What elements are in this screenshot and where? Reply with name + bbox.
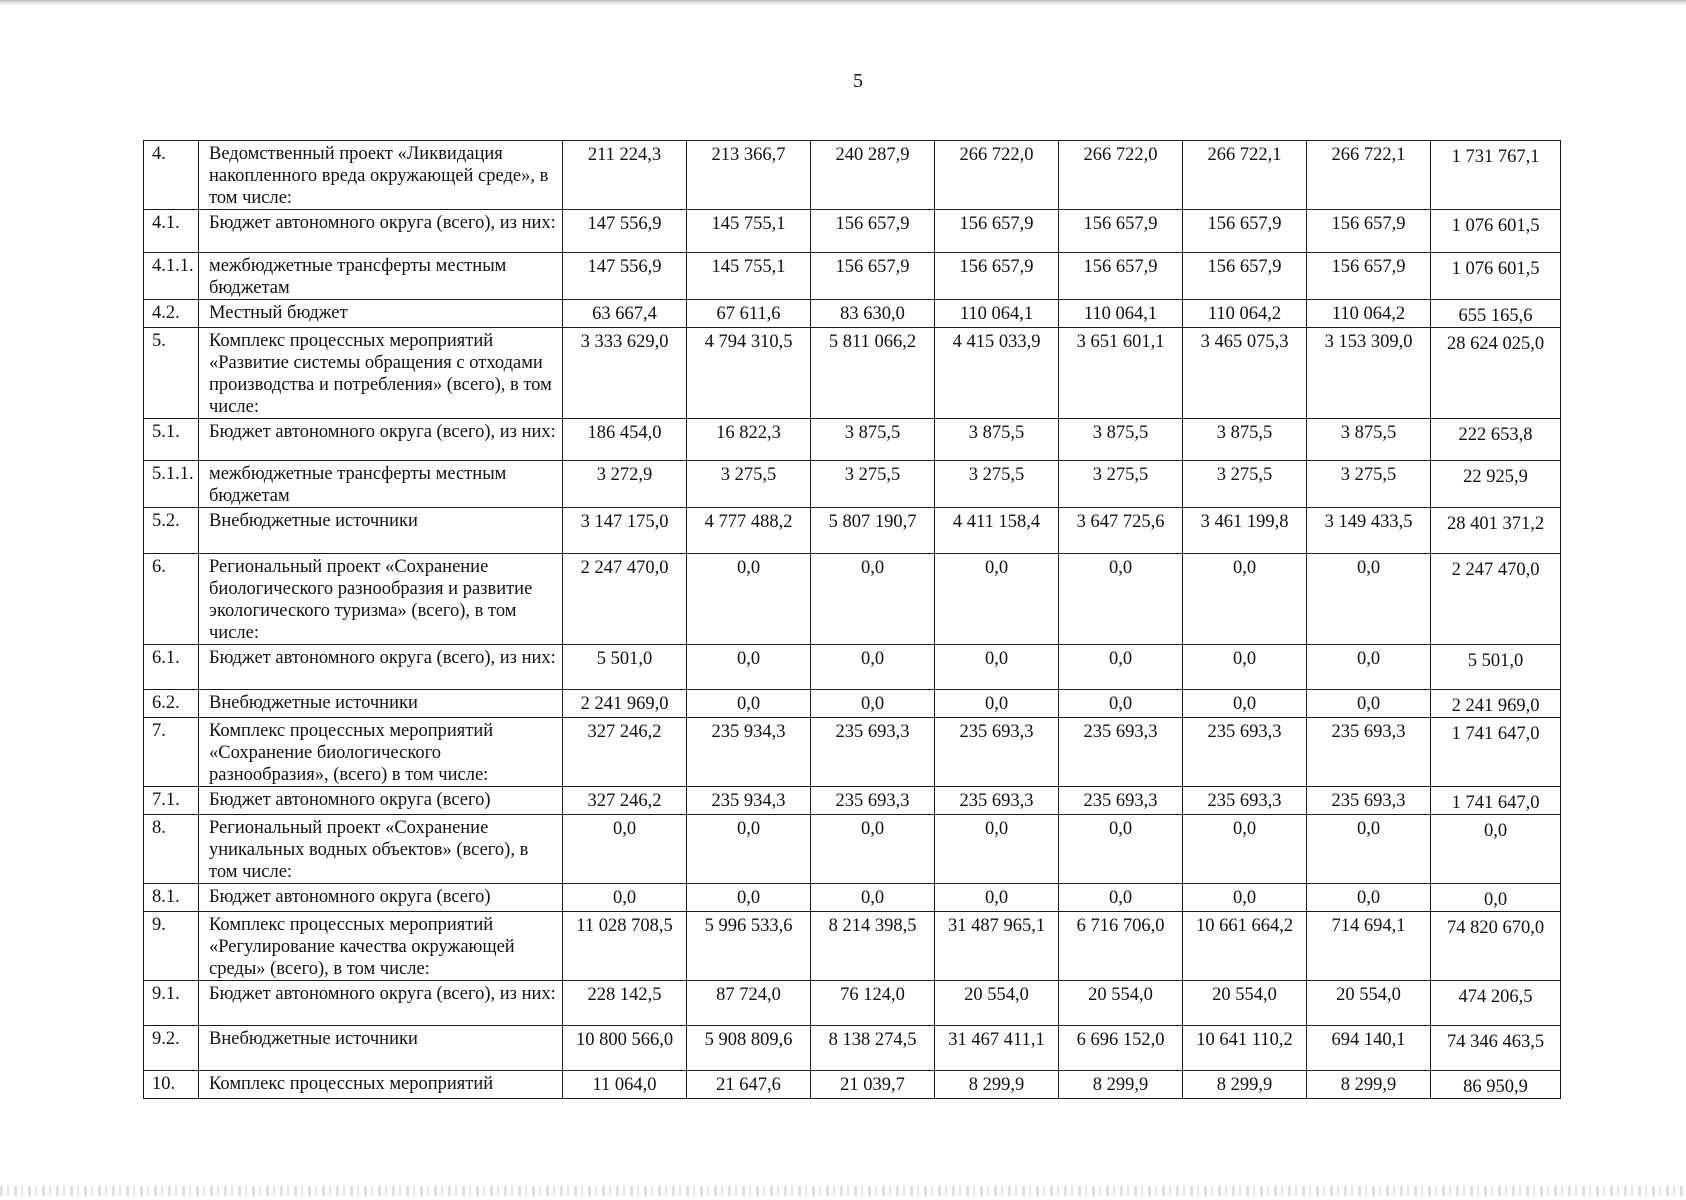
value-cell: 21 647,6: [687, 1071, 811, 1099]
value-cell: 31 487 965,1: [935, 912, 1059, 981]
value-cell: 0,0: [1059, 554, 1183, 645]
table-row: [144, 141, 1561, 210]
value-cell: 3 875,5: [1059, 419, 1183, 461]
table-row: [144, 461, 1561, 508]
value-cell: 3 875,5: [1307, 419, 1431, 461]
value-cell: 235 934,3: [687, 787, 811, 815]
value-cell: 16 822,3: [687, 419, 811, 461]
total-cell: 1 076 601,5: [1431, 210, 1561, 253]
total-cell: 28 401 371,2: [1431, 508, 1561, 554]
value-cell: 266 722,0: [935, 141, 1059, 210]
value-cell: 3 651 601,1: [1059, 328, 1183, 419]
row-number: 4.: [144, 141, 199, 210]
value-cell: 8 299,9: [1059, 1071, 1183, 1099]
value-cell: 31 467 411,1: [935, 1026, 1059, 1071]
total-cell: 22 925,9: [1431, 461, 1561, 508]
value-cell: 0,0: [1059, 884, 1183, 912]
value-cell: 3 275,5: [687, 461, 811, 508]
total-cell: 474 206,5: [1431, 981, 1561, 1026]
value-cell: 0,0: [687, 554, 811, 645]
value-cell: 0,0: [563, 884, 687, 912]
row-name: Внебюджетные источники: [199, 690, 563, 718]
value-cell: 0,0: [1307, 645, 1431, 690]
value-cell: 3 275,5: [1059, 461, 1183, 508]
value-cell: 0,0: [687, 815, 811, 884]
total-cell: 0,0: [1431, 884, 1561, 912]
value-cell: 3 875,5: [811, 419, 935, 461]
total-cell: 74 346 463,5: [1431, 1026, 1561, 1071]
value-cell: 20 554,0: [1183, 981, 1307, 1026]
value-cell: 76 124,0: [811, 981, 935, 1026]
value-cell: 156 657,9: [1307, 253, 1431, 300]
value-cell: 0,0: [1307, 815, 1431, 884]
row-name: Бюджет автономного округа (всего), из них:: [199, 645, 563, 690]
value-cell: 0,0: [1183, 554, 1307, 645]
value-cell: 266 722,1: [1307, 141, 1431, 210]
value-cell: 3 275,5: [1307, 461, 1431, 508]
value-cell: 110 064,1: [935, 300, 1059, 328]
value-cell: 3 272,9: [563, 461, 687, 508]
value-cell: 3 153 309,0: [1307, 328, 1431, 419]
value-cell: 211 224,3: [563, 141, 687, 210]
table-row: [144, 1026, 1561, 1071]
value-cell: 0,0: [687, 884, 811, 912]
value-cell: 10 800 566,0: [563, 1026, 687, 1071]
value-cell: 235 693,3: [811, 718, 935, 787]
value-cell: 63 667,4: [563, 300, 687, 328]
total-cell: 86 950,9: [1431, 1071, 1561, 1099]
table-row: [144, 884, 1561, 912]
table-row: [144, 419, 1561, 461]
row-name: Бюджет автономного округа (всего): [199, 787, 563, 815]
row-name: Комплекс процессных мероприятий «Сохранение биологического разнообразия», (всего) в том числе:: [199, 718, 563, 787]
value-cell: 0,0: [1059, 645, 1183, 690]
total-cell: 2 247 470,0: [1431, 554, 1561, 645]
total-cell: 1 731 767,1: [1431, 141, 1561, 210]
value-cell: 0,0: [1307, 690, 1431, 718]
value-cell: 0,0: [935, 884, 1059, 912]
value-cell: 4 415 033,9: [935, 328, 1059, 419]
row-number: 5.: [144, 328, 199, 419]
total-cell: 655 165,6: [1431, 300, 1561, 328]
table-row: [144, 645, 1561, 690]
value-cell: 694 140,1: [1307, 1026, 1431, 1071]
value-cell: 235 693,3: [1059, 718, 1183, 787]
value-cell: 156 657,9: [935, 253, 1059, 300]
value-cell: 110 064,2: [1307, 300, 1431, 328]
value-cell: 0,0: [935, 815, 1059, 884]
total-cell: 5 501,0: [1431, 645, 1561, 690]
value-cell: 147 556,9: [563, 210, 687, 253]
total-cell: 1 741 647,0: [1431, 718, 1561, 787]
value-cell: 240 287,9: [811, 141, 935, 210]
value-cell: 20 554,0: [1059, 981, 1183, 1026]
value-cell: 327 246,2: [563, 718, 687, 787]
value-cell: 0,0: [811, 884, 935, 912]
total-cell: 1 076 601,5: [1431, 253, 1561, 300]
table-row: [144, 981, 1561, 1026]
value-cell: 145 755,1: [687, 253, 811, 300]
value-cell: 714 694,1: [1307, 912, 1431, 981]
table-row: [144, 210, 1561, 253]
table-row: [144, 508, 1561, 554]
table-row: [144, 253, 1561, 300]
value-cell: 0,0: [935, 645, 1059, 690]
value-cell: 156 657,9: [935, 210, 1059, 253]
value-cell: 83 630,0: [811, 300, 935, 328]
value-cell: 10 661 664,2: [1183, 912, 1307, 981]
row-number: 7.: [144, 718, 199, 787]
value-cell: 110 064,2: [1183, 300, 1307, 328]
value-cell: 5 996 533,6: [687, 912, 811, 981]
value-cell: 20 554,0: [935, 981, 1059, 1026]
value-cell: 0,0: [1183, 645, 1307, 690]
row-name: Внебюджетные источники: [199, 508, 563, 554]
value-cell: 2 247 470,0: [563, 554, 687, 645]
value-cell: 8 299,9: [1183, 1071, 1307, 1099]
value-cell: 20 554,0: [1307, 981, 1431, 1026]
value-cell: 147 556,9: [563, 253, 687, 300]
total-cell: 222 653,8: [1431, 419, 1561, 461]
value-cell: 0,0: [811, 554, 935, 645]
value-cell: 5 811 066,2: [811, 328, 935, 419]
value-cell: 8 138 274,5: [811, 1026, 935, 1071]
value-cell: 156 657,9: [811, 253, 935, 300]
row-number: 9.: [144, 912, 199, 981]
value-cell: 156 657,9: [811, 210, 935, 253]
value-cell: 156 657,9: [1059, 253, 1183, 300]
row-number: 9.1.: [144, 981, 199, 1026]
value-cell: 235 693,3: [1183, 787, 1307, 815]
value-cell: 0,0: [1307, 884, 1431, 912]
value-cell: 11 064,0: [563, 1071, 687, 1099]
table-row: [144, 912, 1561, 981]
total-cell: 2 241 969,0: [1431, 690, 1561, 718]
row-number: 7.1.: [144, 787, 199, 815]
value-cell: 156 657,9: [1183, 210, 1307, 253]
row-number: 6.: [144, 554, 199, 645]
total-cell: 74 820 670,0: [1431, 912, 1561, 981]
value-cell: 3 461 199,8: [1183, 508, 1307, 554]
value-cell: 3 275,5: [1183, 461, 1307, 508]
table-row: [144, 554, 1561, 645]
row-number: 8.1.: [144, 884, 199, 912]
row-number: 4.2.: [144, 300, 199, 328]
value-cell: 110 064,1: [1059, 300, 1183, 328]
value-cell: 0,0: [1183, 884, 1307, 912]
value-cell: 266 722,1: [1183, 141, 1307, 210]
page-number: 5: [853, 70, 863, 92]
table-row: [144, 787, 1561, 815]
row-number: 8.: [144, 815, 199, 884]
value-cell: 0,0: [687, 645, 811, 690]
value-cell: 0,0: [1059, 690, 1183, 718]
value-cell: 67 611,6: [687, 300, 811, 328]
value-cell: 0,0: [1307, 554, 1431, 645]
value-cell: 0,0: [811, 815, 935, 884]
row-name: Внебюджетные источники: [199, 1026, 563, 1071]
value-cell: 8 299,9: [935, 1071, 1059, 1099]
value-cell: 5 807 190,7: [811, 508, 935, 554]
value-cell: 3 875,5: [935, 419, 1059, 461]
value-cell: 235 693,3: [935, 787, 1059, 815]
value-cell: 186 454,0: [563, 419, 687, 461]
value-cell: 235 693,3: [1307, 787, 1431, 815]
row-name: межбюджетные трансферты местным бюджетам: [199, 253, 563, 300]
value-cell: 2 241 969,0: [563, 690, 687, 718]
value-cell: 235 693,3: [1183, 718, 1307, 787]
row-number: 4.1.1.: [144, 253, 199, 300]
value-cell: 8 299,9: [1307, 1071, 1431, 1099]
value-cell: 3 465 075,3: [1183, 328, 1307, 419]
row-number: 10.: [144, 1071, 199, 1099]
value-cell: 235 693,3: [1307, 718, 1431, 787]
value-cell: 5 908 809,6: [687, 1026, 811, 1071]
row-name: Региональный проект «Сохранение биологического разнообразия и развитие экологического туризма» (всего), в том числе:: [199, 554, 563, 645]
table-row: [144, 690, 1561, 718]
table-row: [144, 300, 1561, 328]
row-name: межбюджетные трансферты местным бюджетам: [199, 461, 563, 508]
value-cell: 0,0: [811, 645, 935, 690]
value-cell: 4 794 310,5: [687, 328, 811, 419]
value-cell: 3 647 725,6: [1059, 508, 1183, 554]
total-cell: 0,0: [1431, 815, 1561, 884]
row-name: Местный бюджет: [199, 300, 563, 328]
row-name: Бюджет автономного округа (всего), из них:: [199, 419, 563, 461]
value-cell: 0,0: [1059, 815, 1183, 884]
value-cell: 0,0: [687, 690, 811, 718]
value-cell: 3 149 433,5: [1307, 508, 1431, 554]
value-cell: 235 693,3: [935, 718, 1059, 787]
table-row: [144, 815, 1561, 884]
value-cell: 3 875,5: [1183, 419, 1307, 461]
value-cell: 235 934,3: [687, 718, 811, 787]
table-row: [144, 1071, 1561, 1099]
value-cell: 10 641 110,2: [1183, 1026, 1307, 1071]
row-name: Бюджет автономного округа (всего), из них:: [199, 981, 563, 1026]
value-cell: 8 214 398,5: [811, 912, 935, 981]
value-cell: 156 657,9: [1059, 210, 1183, 253]
value-cell: 235 693,3: [1059, 787, 1183, 815]
value-cell: 327 246,2: [563, 787, 687, 815]
value-cell: 3 275,5: [935, 461, 1059, 508]
scan-edge-bottom: [0, 1186, 1686, 1196]
row-name: Бюджет автономного округа (всего): [199, 884, 563, 912]
row-number: 5.1.1.: [144, 461, 199, 508]
total-cell: 28 624 025,0: [1431, 328, 1561, 419]
value-cell: 21 039,7: [811, 1071, 935, 1099]
scan-edge-top: [0, 0, 1686, 6]
row-name: Комплекс процессных мероприятий «Развитие системы обращения с отходами производства и потребления» (всего), в том числе:: [199, 328, 563, 419]
row-number: 5.2.: [144, 508, 199, 554]
value-cell: 3 147 175,0: [563, 508, 687, 554]
row-name: Региональный проект «Сохранение уникальных водных объектов» (всего), в том числе:: [199, 815, 563, 884]
table-row: [144, 328, 1561, 419]
value-cell: 0,0: [1183, 690, 1307, 718]
value-cell: 145 755,1: [687, 210, 811, 253]
budget-table: [143, 140, 1561, 1099]
value-cell: 228 142,5: [563, 981, 687, 1026]
value-cell: 3 275,5: [811, 461, 935, 508]
row-name: Комплекс процессных мероприятий «Регулирование качества окружающей среды» (всего), в том числе:: [199, 912, 563, 981]
total-cell: 1 741 647,0: [1431, 787, 1561, 815]
row-number: 6.1.: [144, 645, 199, 690]
value-cell: 11 028 708,5: [563, 912, 687, 981]
value-cell: 3 333 629,0: [563, 328, 687, 419]
row-number: 6.2.: [144, 690, 199, 718]
row-number: 5.1.: [144, 419, 199, 461]
value-cell: 0,0: [811, 690, 935, 718]
value-cell: 5 501,0: [563, 645, 687, 690]
value-cell: 235 693,3: [811, 787, 935, 815]
value-cell: 87 724,0: [687, 981, 811, 1026]
row-name: Комплекс процессных мероприятий: [199, 1071, 563, 1099]
row-name: Бюджет автономного округа (всего), из них:: [199, 210, 563, 253]
value-cell: 0,0: [563, 815, 687, 884]
value-cell: 213 366,7: [687, 141, 811, 210]
value-cell: 0,0: [935, 554, 1059, 645]
row-number: 9.2.: [144, 1026, 199, 1071]
row-number: 4.1.: [144, 210, 199, 253]
value-cell: 156 657,9: [1183, 253, 1307, 300]
value-cell: 266 722,0: [1059, 141, 1183, 210]
value-cell: 156 657,9: [1307, 210, 1431, 253]
value-cell: 6 696 152,0: [1059, 1026, 1183, 1071]
value-cell: 6 716 706,0: [1059, 912, 1183, 981]
value-cell: 0,0: [1183, 815, 1307, 884]
value-cell: 4 411 158,4: [935, 508, 1059, 554]
value-cell: 4 777 488,2: [687, 508, 811, 554]
table-row: [144, 718, 1561, 787]
value-cell: 0,0: [935, 690, 1059, 718]
row-name: Ведомственный проект «Ликвидация накопленного вреда окружающей среде», в том числе:: [199, 141, 563, 210]
